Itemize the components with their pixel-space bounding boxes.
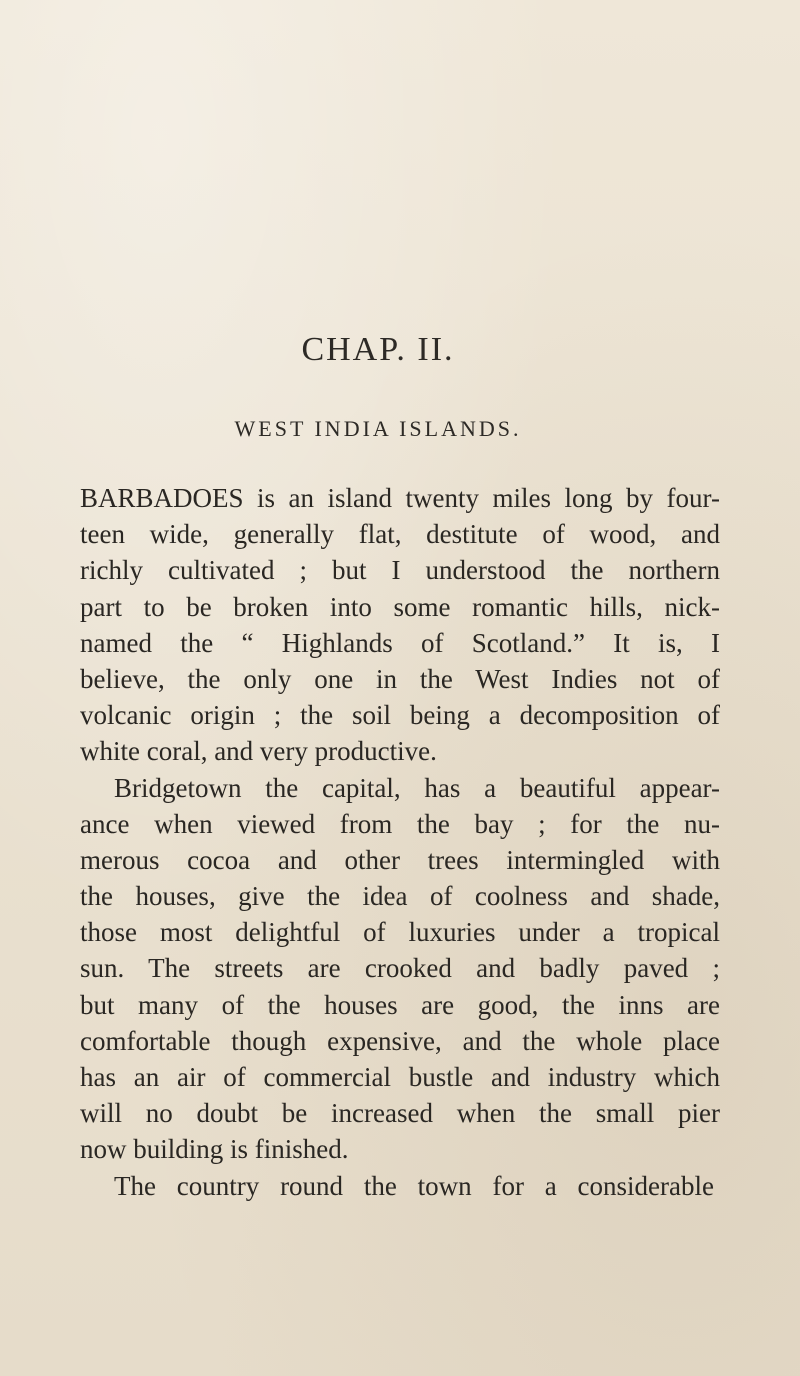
text-line: ance when viewed from the bay ; for the nu- — [80, 808, 720, 839]
text-line: has an air of commercial bustle and industry which — [80, 1062, 720, 1092]
text-line: will no doubt be increased when the small pier — [80, 1098, 720, 1129]
body-text — [80, 480, 720, 1204]
chapter-subtitle: WEST INDIA ISLANDS. — [234, 416, 522, 441]
chapter-heading: CHAP. II. — [301, 331, 455, 368]
text-line: believe, the only one in the West Indies not of — [80, 663, 720, 694]
text-line: merous cocoa and other trees intermingled with — [80, 844, 720, 875]
text-line: part to be broken into some romantic hills, nick- — [80, 591, 720, 622]
text-line: those most delightful of luxuries under a tropical — [80, 917, 720, 948]
text-line: now building is finished. — [80, 1134, 349, 1165]
text-line: the houses, give the idea of coolness and shade, — [80, 881, 720, 912]
text-line: BARBADOES is an island twenty miles long by four- — [80, 483, 720, 513]
text-line: white coral, and very productive. — [80, 736, 437, 767]
text-line: sun. The streets are crooked and badly paved ; — [80, 953, 720, 984]
text-line: Bridgetown the capital, has a beautiful appear- — [114, 772, 720, 803]
text-line: comfortable though expensive, and the whole place — [80, 1025, 720, 1056]
text-line: The country round the town for a considerable — [114, 1170, 714, 1201]
text-line: richly cultivated ; but I understood the northern — [80, 555, 720, 586]
text-line: named the “ Highlands of Scotland.” It is, I — [80, 627, 720, 658]
text-line: teen wide, generally flat, destitute of wood, and — [80, 519, 720, 550]
text-line: but many of the houses are good, the inns are — [80, 989, 720, 1020]
text-line: volcanic origin ; the soil being a decomposition of — [80, 700, 720, 731]
